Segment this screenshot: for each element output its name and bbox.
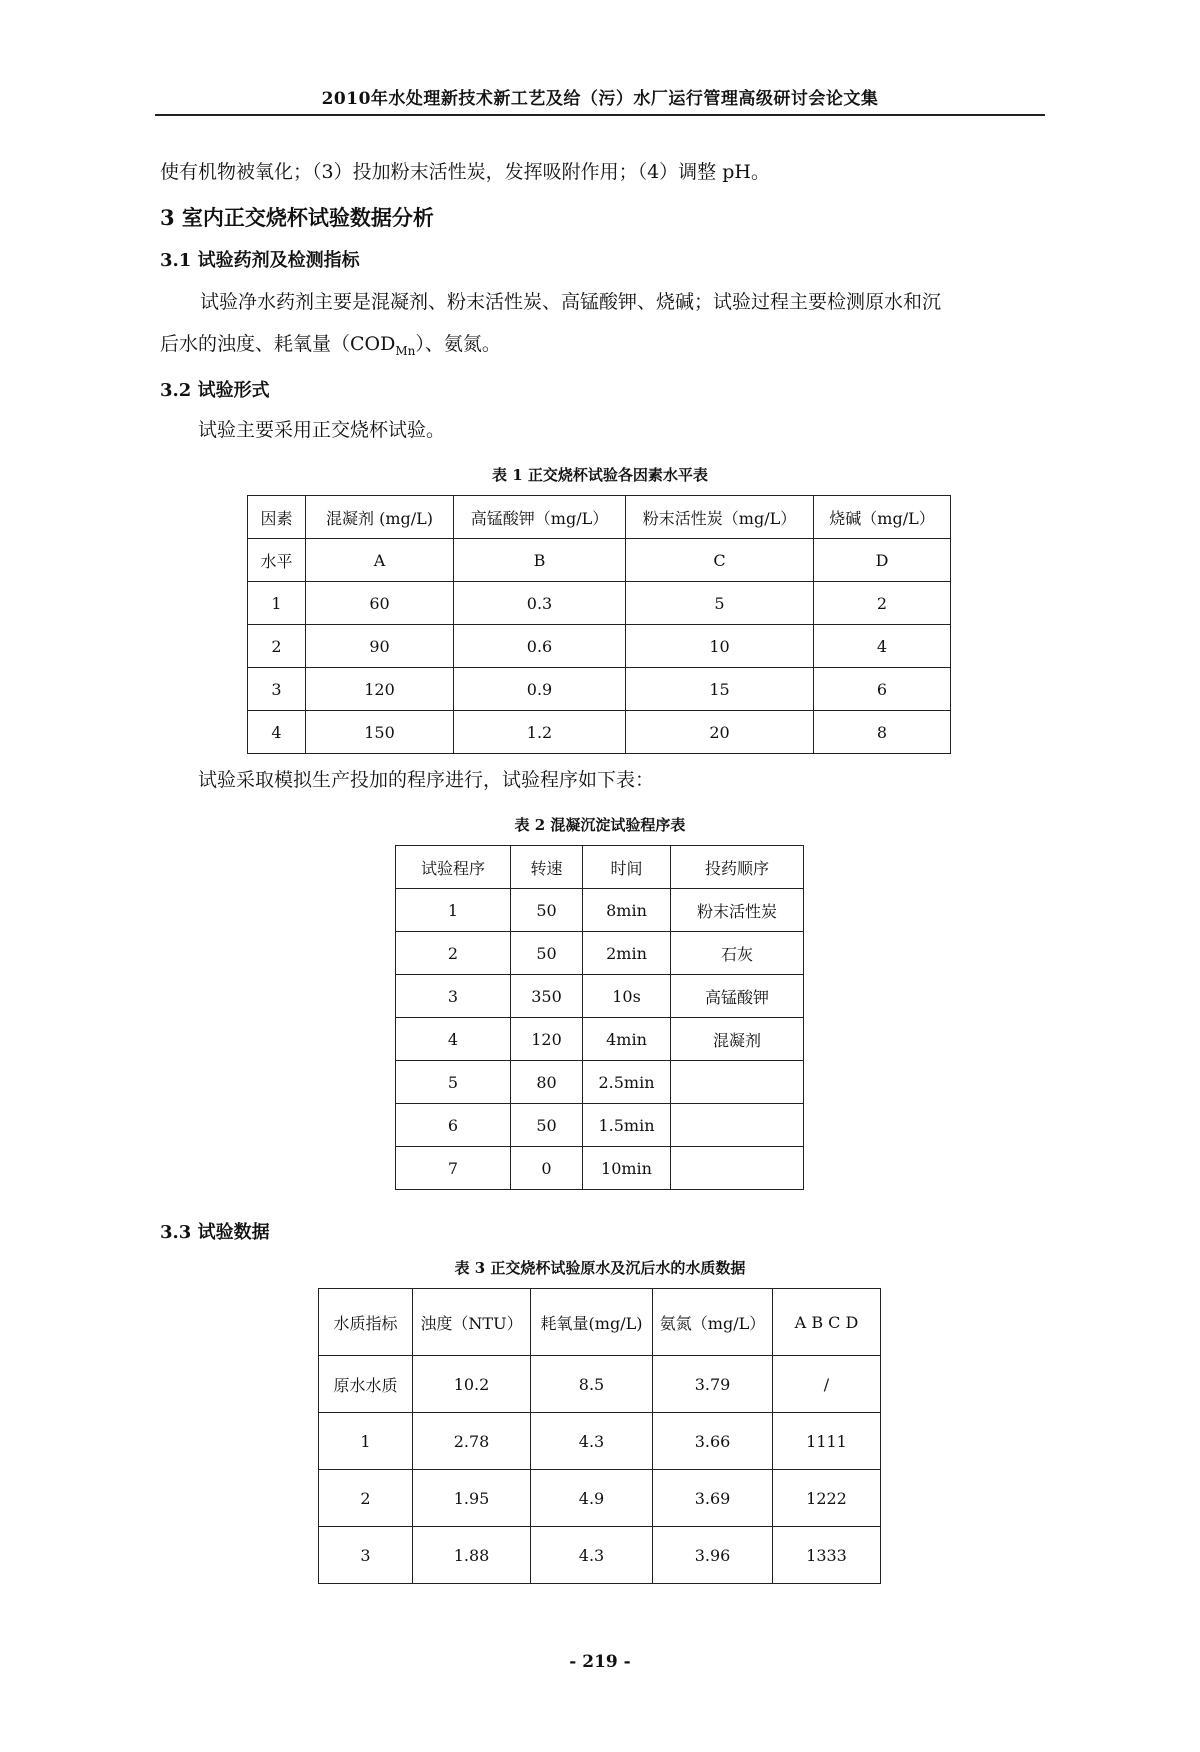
header-cell: 因素 <box>248 496 306 539</box>
table-row <box>248 711 951 754</box>
table-cell: D <box>814 539 951 582</box>
table-cell: 7 <box>396 1147 511 1190</box>
line2-text-pre: 后水的浊度、耗氧量（COD <box>160 333 396 355</box>
section-3-2-heading: 3.2 试验形式 <box>160 380 270 401</box>
table-cell: 3.79 <box>653 1356 773 1413</box>
table-cell <box>671 1104 804 1147</box>
table-row <box>319 1527 881 1584</box>
table3-caption: 表 3 正交烧杯试验原水及沉后水的水质数据 <box>454 1259 746 1277</box>
table-cell: 10s <box>583 975 671 1018</box>
table-cell: 4.9 <box>531 1470 653 1527</box>
header-cell: 粉末活性炭（mg/L） <box>626 496 814 539</box>
table-cell: 混凝剂 <box>671 1018 804 1061</box>
table-cell <box>671 1147 804 1190</box>
table-row <box>248 625 951 668</box>
table-header-row <box>396 846 804 889</box>
table-cell: 10 <box>626 625 814 668</box>
table-cell: 3.66 <box>653 1413 773 1470</box>
table-cell: 50 <box>511 932 583 975</box>
header-cell: 高锰酸钾（mg/L） <box>454 496 626 539</box>
table-cell: 1222 <box>773 1470 881 1527</box>
table-cell: 120 <box>306 668 454 711</box>
table-row <box>319 1413 881 1470</box>
table-cell: 120 <box>511 1018 583 1061</box>
table-cell: 粉末活性炭 <box>671 889 804 932</box>
table-cell: 3 <box>396 975 511 1018</box>
table-cell: 5 <box>626 582 814 625</box>
table-cell: 4min <box>583 1018 671 1061</box>
intro-paragraph: 使有机物被氧化；（3）投加粉末活性炭，发挥吸附作用；（4）调整 pH。 <box>160 161 770 183</box>
table-cell: 1 <box>396 889 511 932</box>
table-cell: 150 <box>306 711 454 754</box>
table-row <box>396 889 804 932</box>
table-row <box>396 975 804 1018</box>
table-row <box>396 1104 804 1147</box>
table-row <box>248 582 951 625</box>
header-cell: 氨氮（mg/L） <box>653 1289 773 1356</box>
table-cell: 0.9 <box>454 668 626 711</box>
table-cell: 0 <box>511 1147 583 1190</box>
table-cell: 4 <box>814 625 951 668</box>
table-cell: 2 <box>814 582 951 625</box>
header-cell: 试验程序 <box>396 846 511 889</box>
table-cell: 4 <box>396 1018 511 1061</box>
table-cell: C <box>626 539 814 582</box>
table1-caption: 表 1 正交烧杯试验各因素水平表 <box>492 466 708 484</box>
table-cell: 15 <box>626 668 814 711</box>
table-cell: 1.2 <box>454 711 626 754</box>
header-cell: 混凝剂 (mg/L) <box>306 496 454 539</box>
table-cell: 3.96 <box>653 1527 773 1584</box>
table-cell: 1333 <box>773 1527 881 1584</box>
table-cell: 1 <box>319 1413 413 1470</box>
table-cell: 10.2 <box>413 1356 531 1413</box>
procedure-paragraph: 试验采取模拟生产投加的程序进行，试验程序如下表： <box>198 769 655 791</box>
table-cell: 8min <box>583 889 671 932</box>
table-cell: 350 <box>511 975 583 1018</box>
header-rule <box>155 114 1045 116</box>
section-3-heading: 3 室内正交烧杯试验数据分析 <box>160 205 434 230</box>
line2-text-post: ）、氨氮。 <box>415 333 501 355</box>
table-row <box>319 1356 881 1413</box>
table-row <box>396 1018 804 1061</box>
table-cell: 1 <box>248 582 306 625</box>
table-cell: 0.3 <box>454 582 626 625</box>
table-cell: A <box>306 539 454 582</box>
table-cell: 0.6 <box>454 625 626 668</box>
table-cell: 2 <box>319 1470 413 1527</box>
table-cell: / <box>773 1356 881 1413</box>
table-cell: 3 <box>319 1527 413 1584</box>
table-cell: 3.69 <box>653 1470 773 1527</box>
table-header-row <box>319 1289 881 1356</box>
table-cell: 50 <box>511 889 583 932</box>
table-cell: 1.88 <box>413 1527 531 1584</box>
table-cell: 水平 <box>248 539 306 582</box>
table-cell: 3 <box>248 668 306 711</box>
table-row <box>396 1061 804 1104</box>
section-3-3-heading: 3.3 试验数据 <box>160 1222 270 1243</box>
table-cell: B <box>454 539 626 582</box>
table-cell: 8.5 <box>531 1356 653 1413</box>
table-cell: 60 <box>306 582 454 625</box>
running-header: 2010年水处理新技术新工艺及给（污）水厂运行管理高级研讨会论文集 <box>321 89 879 109</box>
header-cell: 水质指标 <box>319 1289 413 1356</box>
table-cell: 1111 <box>773 1413 881 1470</box>
table3-water-quality <box>318 1288 881 1584</box>
table-cell: 原水水质 <box>319 1356 413 1413</box>
table-cell: 80 <box>511 1061 583 1104</box>
header-cell: 耗氧量(mg/L) <box>531 1289 653 1356</box>
table-cell: 50 <box>511 1104 583 1147</box>
table-cell: 2 <box>396 932 511 975</box>
table-header-row <box>248 496 951 539</box>
table-row <box>319 1470 881 1527</box>
header-cell: 烧碱（mg/L） <box>814 496 951 539</box>
table-cell: 5 <box>396 1061 511 1104</box>
section-3-2-paragraph: 试验主要采用正交烧杯试验。 <box>198 419 446 441</box>
table-cell <box>671 1061 804 1104</box>
table-cell: 2min <box>583 932 671 975</box>
section-3-1-heading: 3.1 试验药剂及检测指标 <box>160 250 360 271</box>
table-cell: 1.5min <box>583 1104 671 1147</box>
table-row <box>396 1147 804 1190</box>
table-cell: 6 <box>396 1104 511 1147</box>
table2-procedure <box>395 845 804 1190</box>
table-cell: 8 <box>814 711 951 754</box>
table-row <box>248 668 951 711</box>
table2-caption: 表 2 混凝沉淀试验程序表 <box>514 816 686 834</box>
table-cell: 2.78 <box>413 1413 531 1470</box>
table-cell: 4.3 <box>531 1413 653 1470</box>
header-cell: 浊度（NTU） <box>413 1289 531 1356</box>
cod-subscript: Mn <box>395 343 416 358</box>
table-cell: 石灰 <box>671 932 804 975</box>
table-cell: 2.5min <box>583 1061 671 1104</box>
table-row <box>248 539 951 582</box>
table1-factor-levels <box>247 495 951 754</box>
header-cell: 投药顺序 <box>671 846 804 889</box>
section-3-1-paragraph-line2 <box>160 330 501 365</box>
table-cell: 6 <box>814 668 951 711</box>
table-cell: 4 <box>248 711 306 754</box>
table-row <box>396 932 804 975</box>
section-3-1-paragraph-line1: 试验净水药剂主要是混凝剂、粉末活性炭、高锰酸钾、烧碱；试验过程主要检测原水和沉 <box>200 291 942 313</box>
table-cell: 10min <box>583 1147 671 1190</box>
header-cell: 转速 <box>511 846 583 889</box>
page-number: - 219 - <box>569 1652 631 1672</box>
table-cell: 20 <box>626 711 814 754</box>
table-cell: 90 <box>306 625 454 668</box>
table-cell: 4.3 <box>531 1527 653 1584</box>
table-cell: 高锰酸钾 <box>671 975 804 1018</box>
table-cell: 1.95 <box>413 1470 531 1527</box>
table-cell: 2 <box>248 625 306 668</box>
header-cell: 时间 <box>583 846 671 889</box>
header-cell: A B C D <box>773 1289 881 1356</box>
